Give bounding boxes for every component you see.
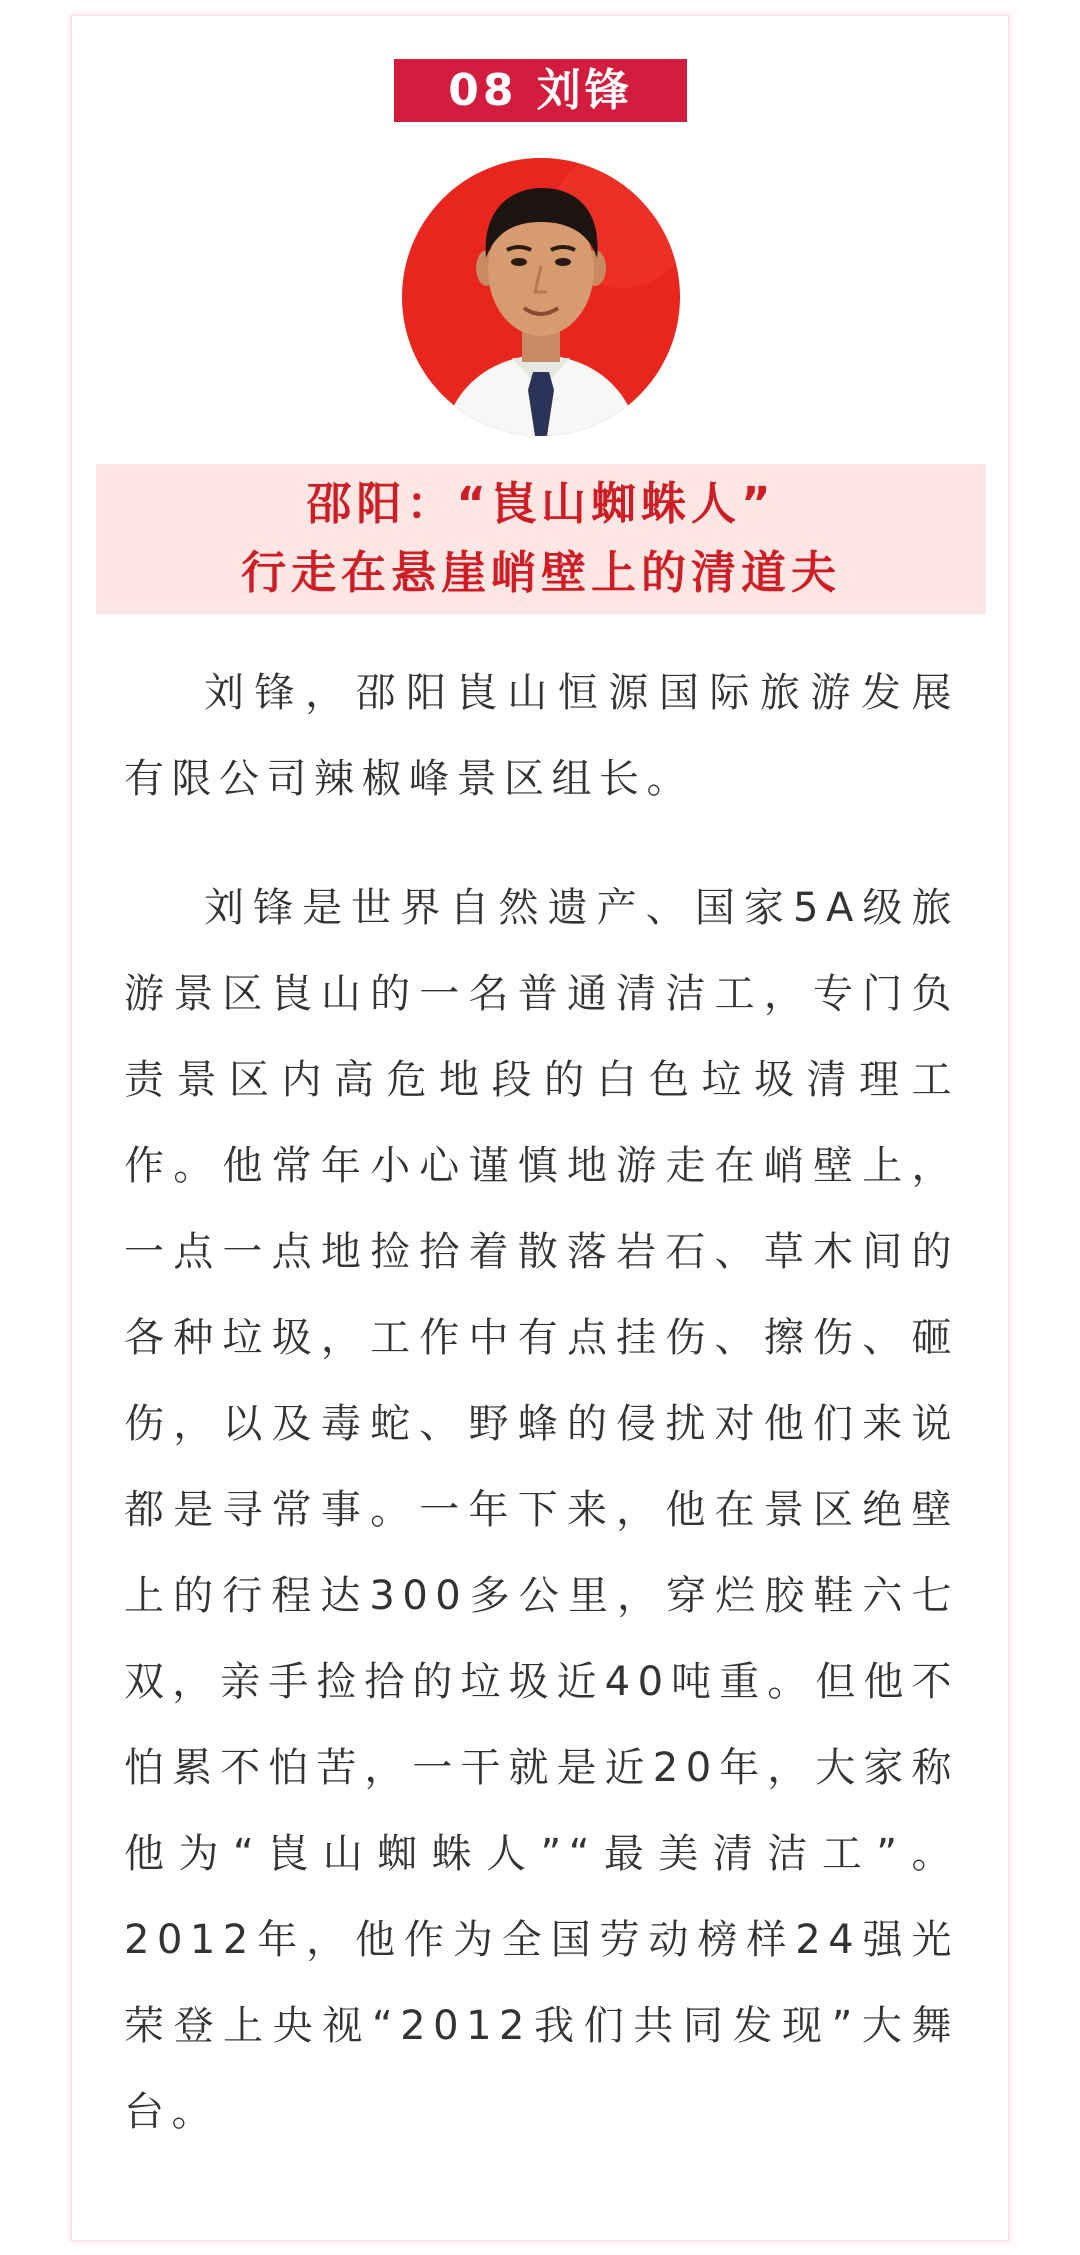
portrait-avatar [402, 158, 680, 436]
article-paragraph: 刘锋是世界自然遗产、国家5A级旅游景区崀山的一名普通清洁工，专门负责景区内高危地段的白色垃圾清理工作。他常年小心谨慎地游走在峭壁上，一点一点地捡拾着散落岩石、草木间的各种垃圾，工作中有点挂伤、擦伤、砸伤，以及毒蛇、野蜂的侵扰对他们来说都是寻常事。一年下来，他在景区绝壁上的行程达300多公里，穿烂胶鞋六七双，亲手捡拾的垃圾近40吨重。但他不怕累不怕苦，一干就是近20年，大家称他为“崀山蜘蛛人”“最美清洁工”。2012年，他作为全国劳动榜样24强光荣登上央视“2012我们共同发现”大舞台。 [124, 885, 959, 2135]
article-body [124, 650, 959, 2155]
article-paragraph: 刘锋，邵阳崀山恒源国际旅游发展有限公司辣椒峰景区组长。 [124, 670, 959, 802]
headline-banner [96, 464, 986, 614]
profile-badge: 08 刘锋 [394, 59, 687, 122]
portrait-image [402, 158, 680, 436]
headline-title: 邵阳：“崀山蜘蛛人” [306, 477, 776, 530]
headline-subtitle: 行走在悬崖峭壁上的清道夫 [240, 546, 841, 599]
